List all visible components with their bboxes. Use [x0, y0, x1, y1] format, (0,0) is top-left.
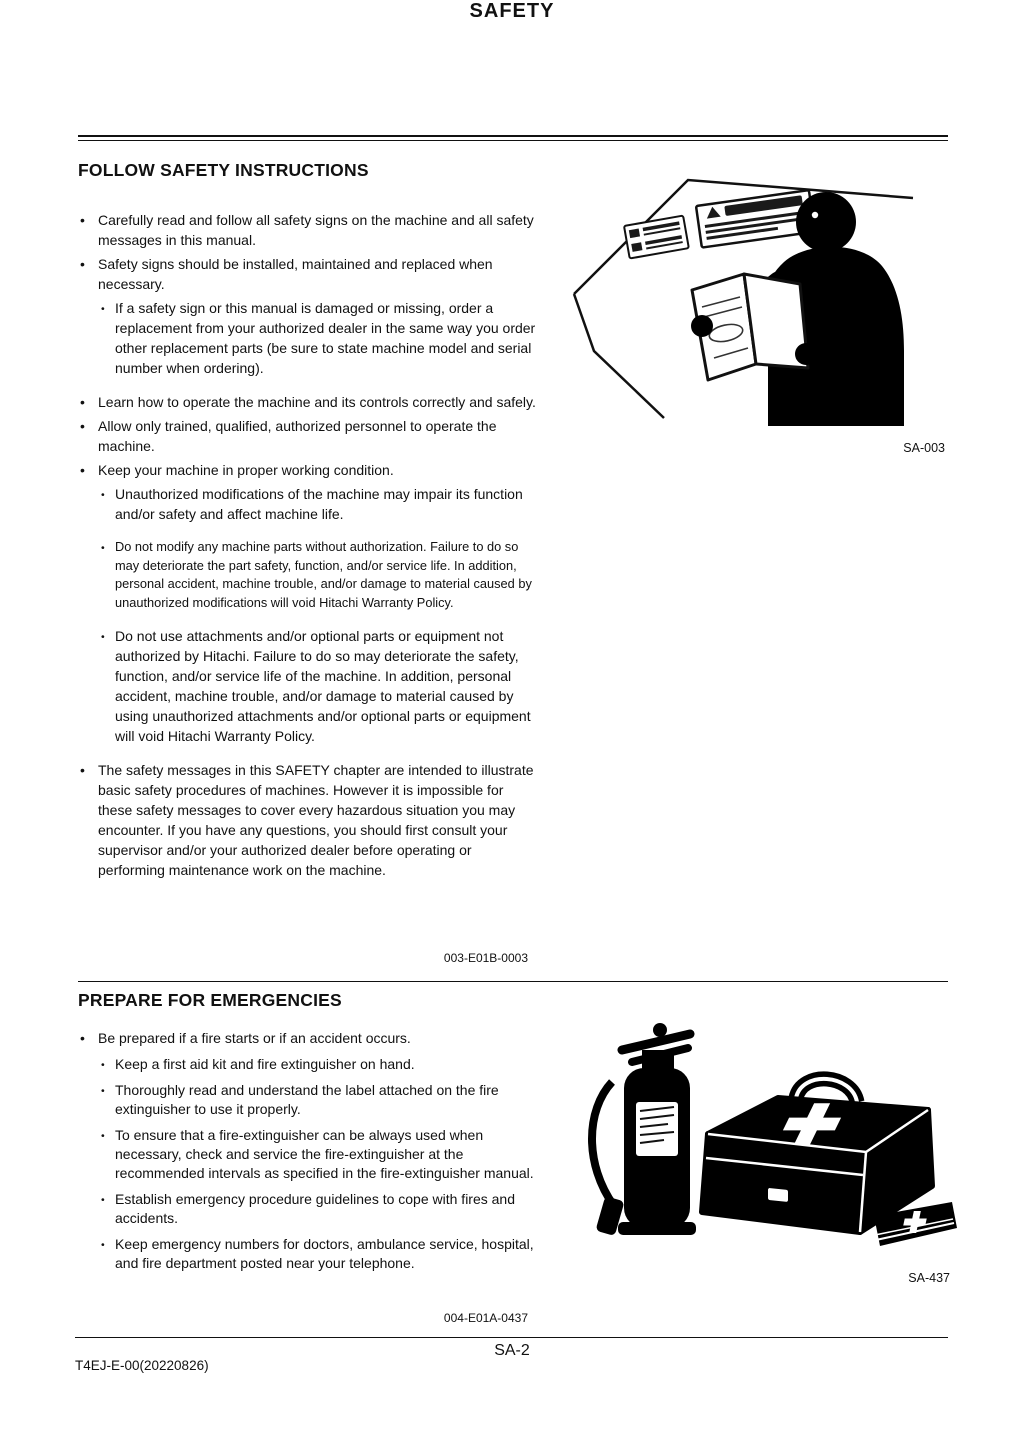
sub-bullet-item: [98, 538, 540, 612]
bullet-text: Allow only trained, qualified, authorized personnel to operate the machine.: [98, 418, 497, 454]
sub-bullet-icon: •: [101, 542, 105, 554]
fire-extinguisher-first-aid-illustration: [560, 1006, 960, 1264]
fire-extinguisher-icon: [592, 1023, 696, 1236]
warning-decal-icon: [624, 216, 689, 259]
figure-sa437: [560, 1006, 960, 1264]
bullet-text: Carefully read and follow all safety signs on the machine and all safety messages in this manual.: [98, 212, 534, 248]
bullet-item: [78, 210, 540, 250]
bullet-text: Unauthorized modifications of the machine may impair its function and/or safety and affect machine life.: [115, 486, 523, 522]
bullet-item: [78, 254, 540, 294]
safety-instructions-list: [78, 206, 540, 880]
bullet-text: Learn how to operate the machine and its controls correctly and safely.: [98, 394, 536, 410]
sub-bullet-icon: •: [101, 303, 105, 315]
bullet-text: If a safety sign or this manual is damaged or missing, order a replacement from your authorized dealer in the same way you order other replacement parts (be sure to state machine model and serial number when ordering).: [115, 300, 536, 376]
bullet-text: Thoroughly read and understand the label attached on the fire extinguisher to use it properly.: [115, 1082, 499, 1117]
bullet-item: [78, 760, 540, 880]
bullet-item: [78, 392, 540, 412]
sub-bullet-item: [98, 626, 540, 746]
section-heading-follow-safety-instructions: FOLLOW SAFETY INSTRUCTIONS: [78, 160, 369, 180]
bullet-icon: •: [80, 394, 85, 410]
sub-bullet-item: [98, 484, 540, 524]
footer-rule: [75, 1337, 948, 1338]
paragraph-code: 003-E01B-0003: [443, 951, 528, 965]
bullet-text: Keep emergency numbers for doctors, ambulance service, hospital, and fire department posted near your telephone.: [115, 1236, 534, 1271]
bullet-icon: •: [80, 212, 85, 228]
document-code: T4EJ-E-00(20220826): [75, 1358, 209, 1373]
bullet-text: Keep a first aid kit and fire extinguisher on hand.: [115, 1056, 415, 1072]
title-divider-rule: [78, 135, 948, 141]
sub-bullet-item: [98, 1235, 540, 1273]
figure-label-sa003: SA-003: [903, 441, 945, 455]
bullet-text: Be prepared if a fire starts or if an accident occurs.: [98, 1030, 411, 1046]
sub-bullet-item: [98, 298, 540, 378]
bullet-item: [78, 416, 540, 456]
bullet-icon: •: [80, 462, 85, 478]
emergency-preparation-list: [78, 1029, 540, 1273]
figure-label-sa437: SA-437: [908, 1271, 950, 1285]
sub-bullet-icon: •: [101, 631, 105, 644]
bullet-item: [78, 460, 540, 480]
sub-bullet-item: [98, 1081, 540, 1119]
bullet-text: Do not use attachments and/or optional parts or equipment not authorized by Hitachi. Failure to do so may deteriorate the safety, function, and/or service life of the machine. In addition, personal accident, machine trouble, and/or damage to material caused by using unauthorized attachments and/or optional parts or equipment will void Hitachi Warranty Policy.: [115, 628, 531, 745]
bullet-text: Safety signs should be installed, maintained and replaced when necessary.: [98, 256, 493, 292]
paragraph-code: 004-E01A-0437: [443, 1311, 528, 1325]
sub-bullet-item: [98, 1126, 540, 1183]
bullet-text: Keep your machine in proper working condition.: [98, 462, 394, 478]
bullet-text: The safety messages in this SAFETY chapter are intended to illustrate basic safety procedures of machines. However it is impossible for these safety messages to cover every hazardous situation you may encounter. If you have any questions, you should first consult your supervisor and/or your authorized dealer before operating or performing maintenance work on the machine.: [98, 762, 534, 879]
figure-sa003: [568, 166, 958, 438]
sub-bullet-icon: •: [101, 1130, 105, 1142]
sub-bullet-icon: •: [101, 489, 105, 501]
page-title: SAFETY: [469, 0, 555, 22]
sub-bullet-item: [98, 1190, 540, 1228]
open-manual-book: [691, 274, 817, 380]
bullet-text: Establish emergency procedure guidelines to cope with fires and accidents.: [115, 1191, 516, 1226]
bullet-icon: •: [80, 256, 85, 272]
sub-bullet-icon: •: [101, 1194, 105, 1206]
bullet-text: To ensure that a fire-extinguisher can be always used when necessary, check and service the fire-extinguisher at the recommended intervals as specified in the fire-extinguisher manual.: [115, 1127, 534, 1181]
bullet-icon: •: [80, 418, 85, 434]
first-aid-kit-icon: [702, 1079, 932, 1232]
bullet-text: Do not modify any machine parts without authorization. Failure to do so may deteriorate the part safety, function, and/or service life. In addition, personal accident, machine trouble, and/or damage to material caused by unauthorized modifications will void Hitachi Warranty Policy.: [115, 539, 532, 610]
sub-bullet-icon: •: [101, 1239, 105, 1251]
page-number: SA-2: [494, 1342, 530, 1359]
person-reading-manual-illustration: [568, 166, 958, 438]
sub-bullet-item: [98, 1055, 540, 1074]
sub-bullet-icon: •: [101, 1059, 105, 1071]
bullet-icon: •: [80, 762, 85, 779]
bullet-icon: •: [80, 1030, 85, 1046]
section-divider-rule: [78, 981, 948, 982]
sub-bullet-icon: •: [101, 1085, 105, 1097]
bullet-item: [78, 1029, 540, 1048]
section-heading-prepare-for-emergencies: PREPARE FOR EMERGENCIES: [78, 990, 342, 1010]
